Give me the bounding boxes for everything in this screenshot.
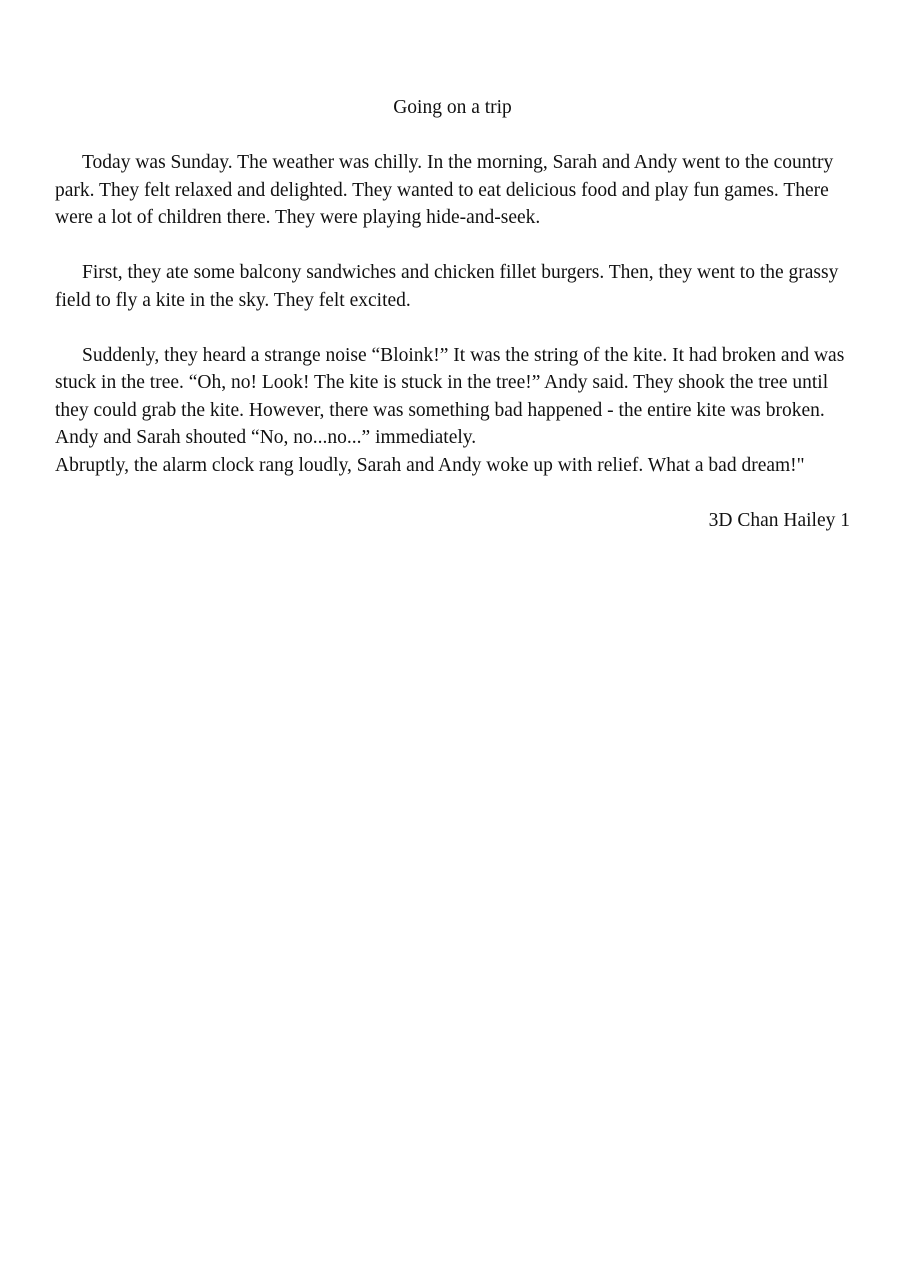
signature: 3D Chan Hailey 1 <box>708 509 850 531</box>
page-title: Going on a trip <box>393 97 512 118</box>
paragraph-4: Abruptly, the alarm clock rang loudly, Sarah and Andy woke up with relief. What a bad dream!" <box>55 454 805 476</box>
paragraph-1: Today was Sunday. The weather was chilly. In the morning, Sarah and Andy went to the country park. They felt relaxed and delighted. They wanted to eat delicious food and play fun games. There were a lot of children there. They were playing hide-and-seek. <box>55 152 834 228</box>
paragraph-2: First, they ate some balcony sandwiches and chicken fillet burgers. Then, they went to the grassy field to fly a kite in the sky. They felt excited. <box>55 262 839 311</box>
paragraph-3: Suddenly, they heard a strange noise “Bloink!” It was the string of the kite. It had broken and was stuck in the tree. “Oh, no! Look! The kite is stuck in the tree!” Andy said. They shook the tree until they could grab the kite. However, there was something bad happened - the entire kite was broken. Andy and Sarah shouted “No, no...no...” immediately. <box>55 344 845 448</box>
